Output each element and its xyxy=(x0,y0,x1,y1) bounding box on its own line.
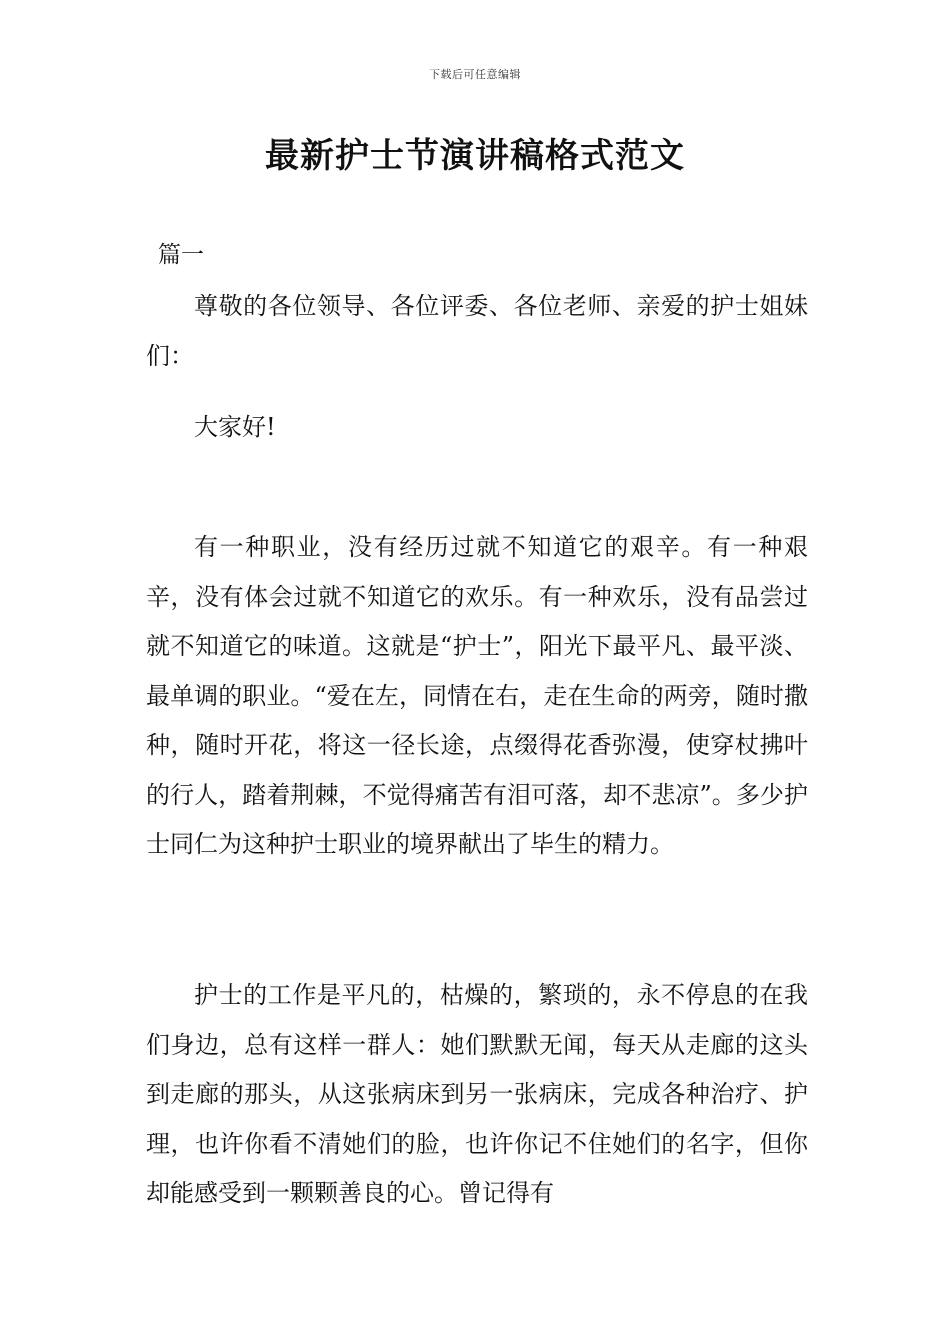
section-label: 篇一 xyxy=(158,242,204,268)
paragraph-salutation: 尊敬的各位领导、各位评委、各位老师、亲爱的护士姐妹们： xyxy=(146,292,808,370)
paragraph-profession: 有一种职业，没有经历过就不知道它的艰辛。有一种艰辛，没有体会过就不知道它的欢乐。有一种欢乐，没有品尝过就不知道它的味道。这就是“护士”，阳光下最平凡、最平淡、最单调的职业。“爱在左，同情在右，走在生命的两旁，随时撒种，随时开花，将这一径长途，点缀得花香弥漫，使穿杖拂叶的行人，踏着荆棘，不觉得痛苦有泪可落，却不悲凉”。多少护士同仁为这种护士职业的境界献出了毕生的精力。 xyxy=(146,533,808,858)
paragraph-greeting: 大家好! xyxy=(194,413,276,441)
header-note: 下载后可任意编辑 xyxy=(429,68,521,81)
paragraph-work: 护士的工作是平凡的，枯燥的，繁琐的，永不停息的在我们身边，总有这样一群人：她们默默无闻，每天从走廊的这头到走廊的那头，从这张病床到另一张病床，完成各种治疗、护理，也许你看不清她们的脸，也许你记不住她们的名字，但你却能感受到一颗颗善良的心。曾记得有 xyxy=(146,981,808,1207)
document-title: 最新护士节演讲稿格式范文 xyxy=(265,136,685,176)
